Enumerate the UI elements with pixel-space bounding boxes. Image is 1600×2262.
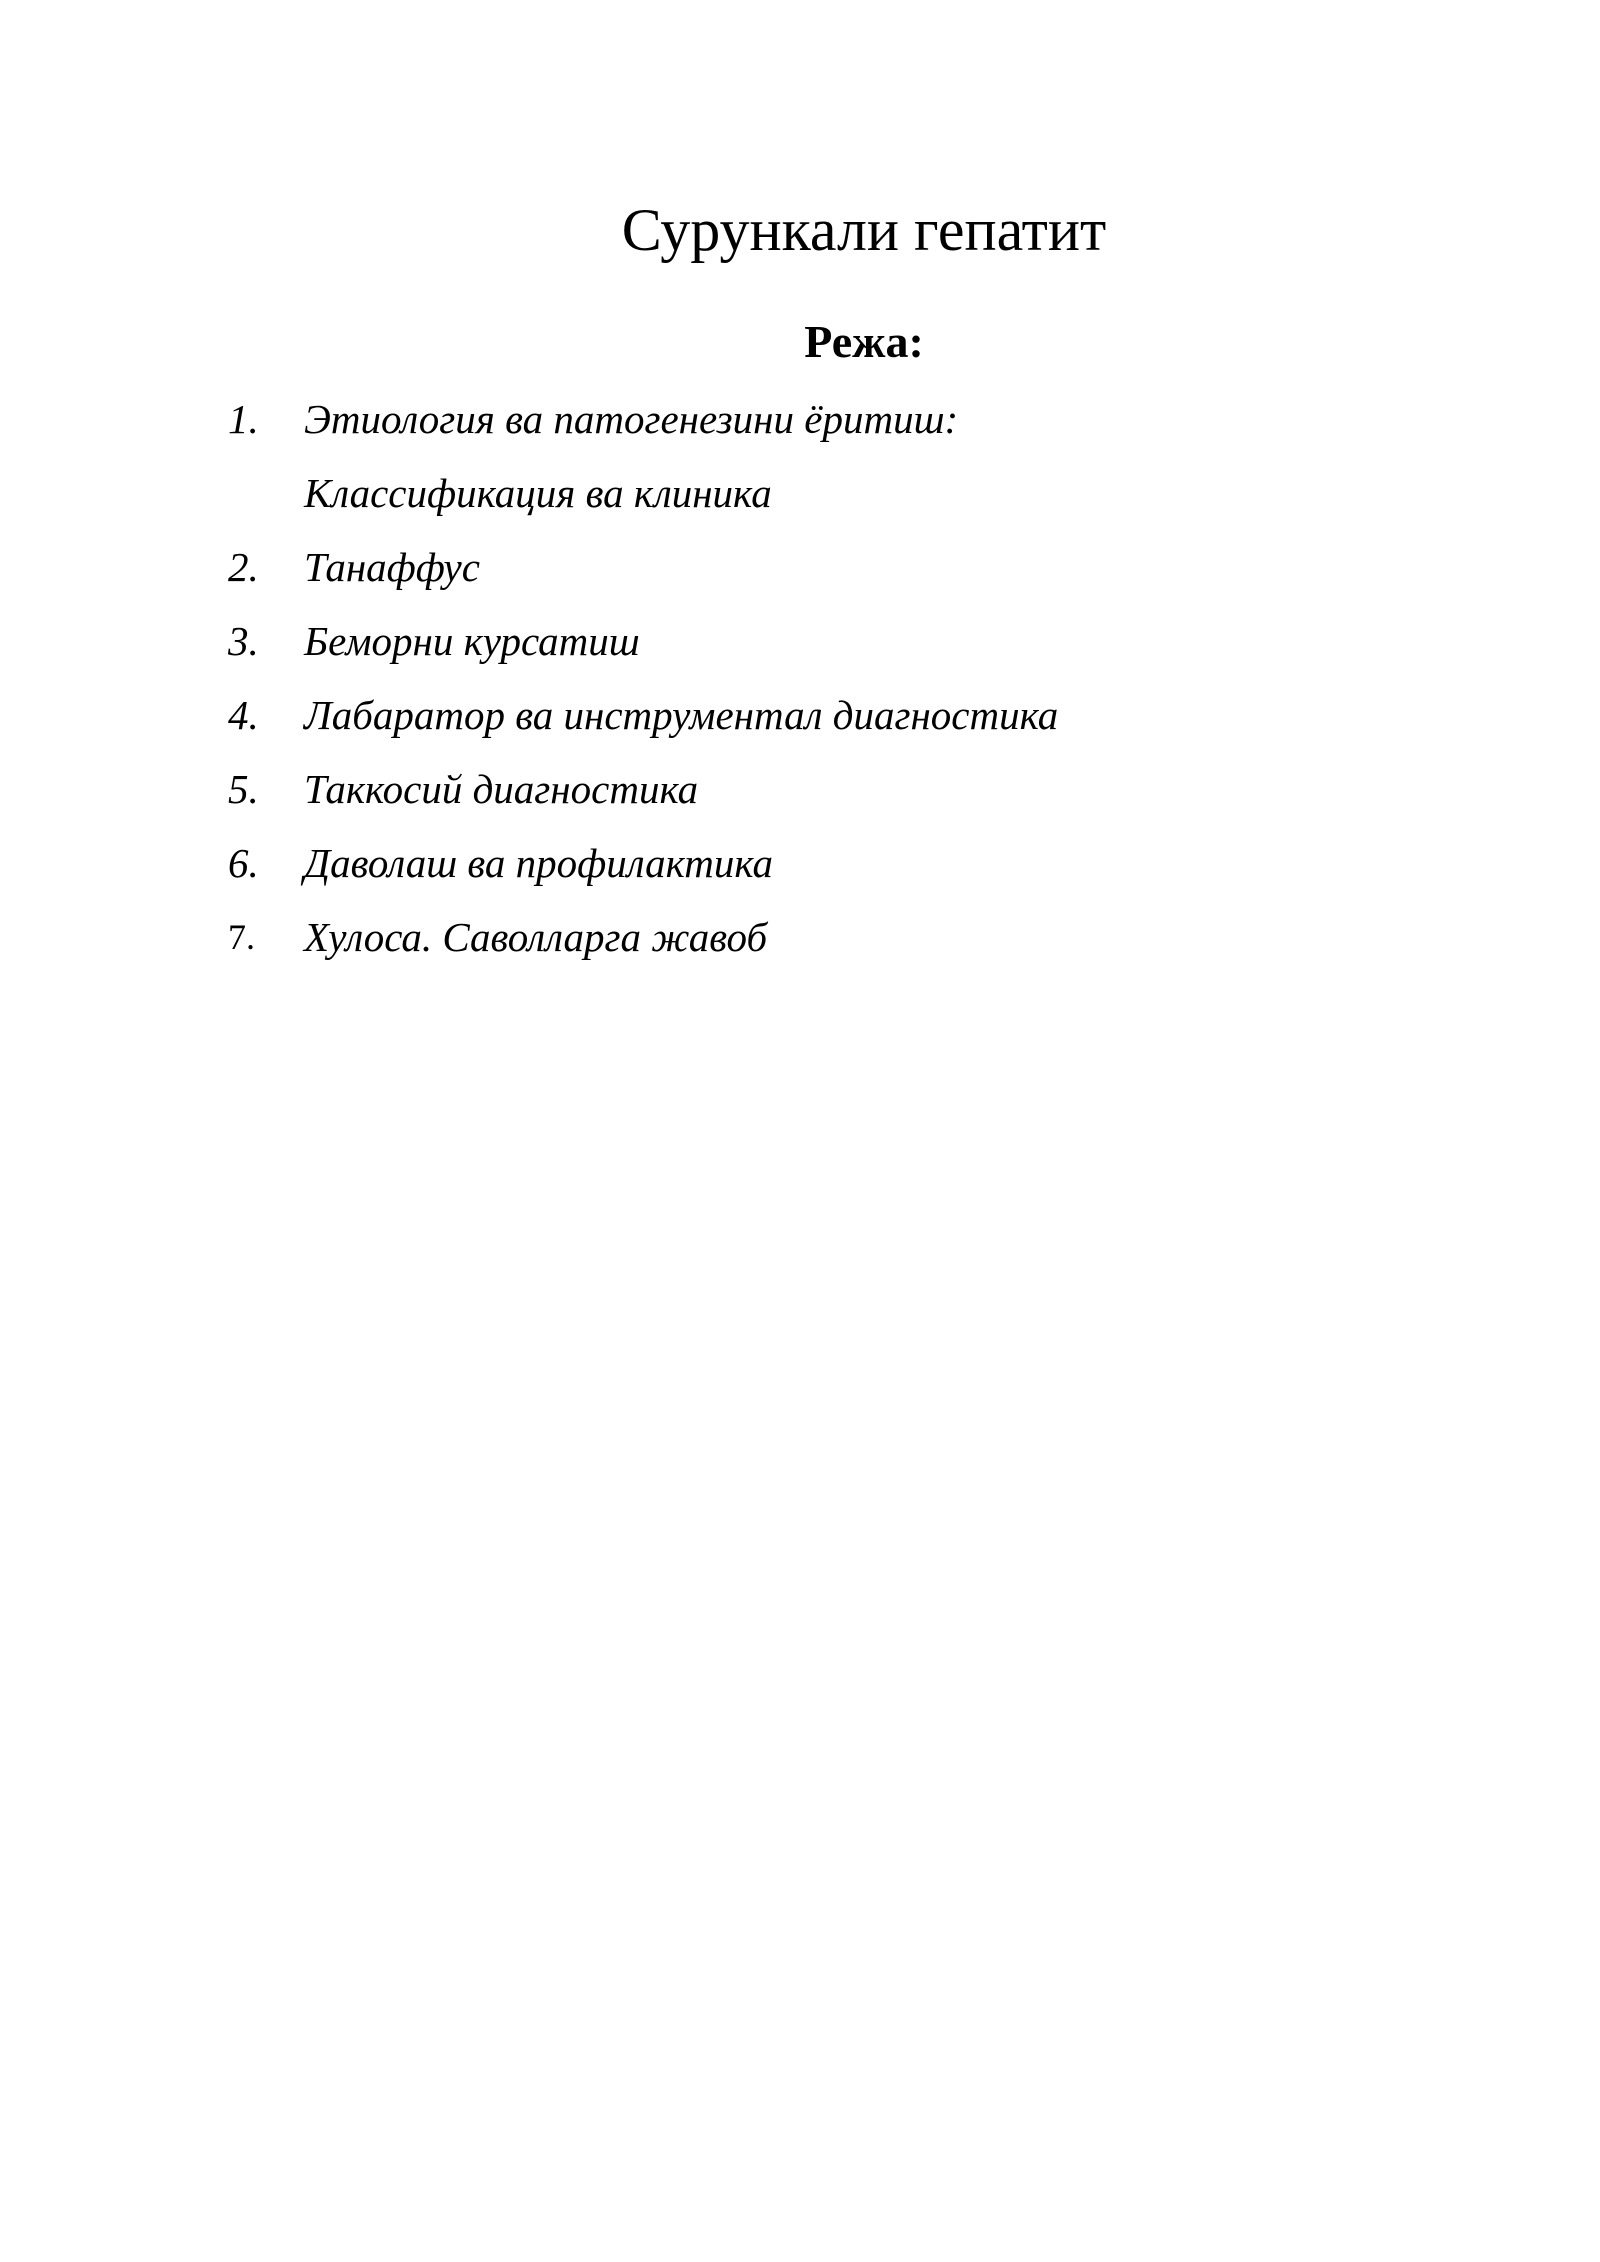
list-item: [228, 826, 1428, 900]
list-item: [228, 900, 1428, 974]
list-item-number: 7.: [228, 917, 255, 957]
list-item: [228, 678, 1428, 752]
list-item-text: Хулоса. Саволларга жавоб: [304, 914, 768, 960]
list-item-text: Классификация ва клиника: [304, 470, 772, 516]
list-item-number: 3.: [228, 618, 259, 664]
list-item-text: Таккосий диагностика: [304, 766, 699, 812]
list-item: [228, 752, 1428, 826]
list-item-text: Беморни курсатиш: [304, 618, 640, 664]
list-item-text: Даволаш ва профилактика: [304, 840, 774, 886]
list-item-number: 2.: [228, 544, 259, 590]
list-item-number: 5.: [228, 766, 259, 812]
list-item-text: Этиология ва патогенезини ёритиш:: [304, 396, 959, 442]
list-item-number: 6.: [228, 840, 259, 886]
plan-heading: Режа:: [804, 316, 924, 368]
list-item-number: 1.: [228, 396, 259, 442]
list-item-text: Танаффус: [304, 544, 480, 590]
list-item: [228, 530, 1428, 604]
list-item: [228, 382, 1428, 456]
list-item: [228, 604, 1428, 678]
list-item-text: Лабаратор ва инструментал диагностика: [304, 692, 1059, 738]
list-item: [228, 456, 1428, 530]
list-item-number: 4.: [228, 692, 259, 738]
plan-list: [228, 382, 1428, 974]
page-title: Сурункали гепатит: [621, 197, 1107, 264]
